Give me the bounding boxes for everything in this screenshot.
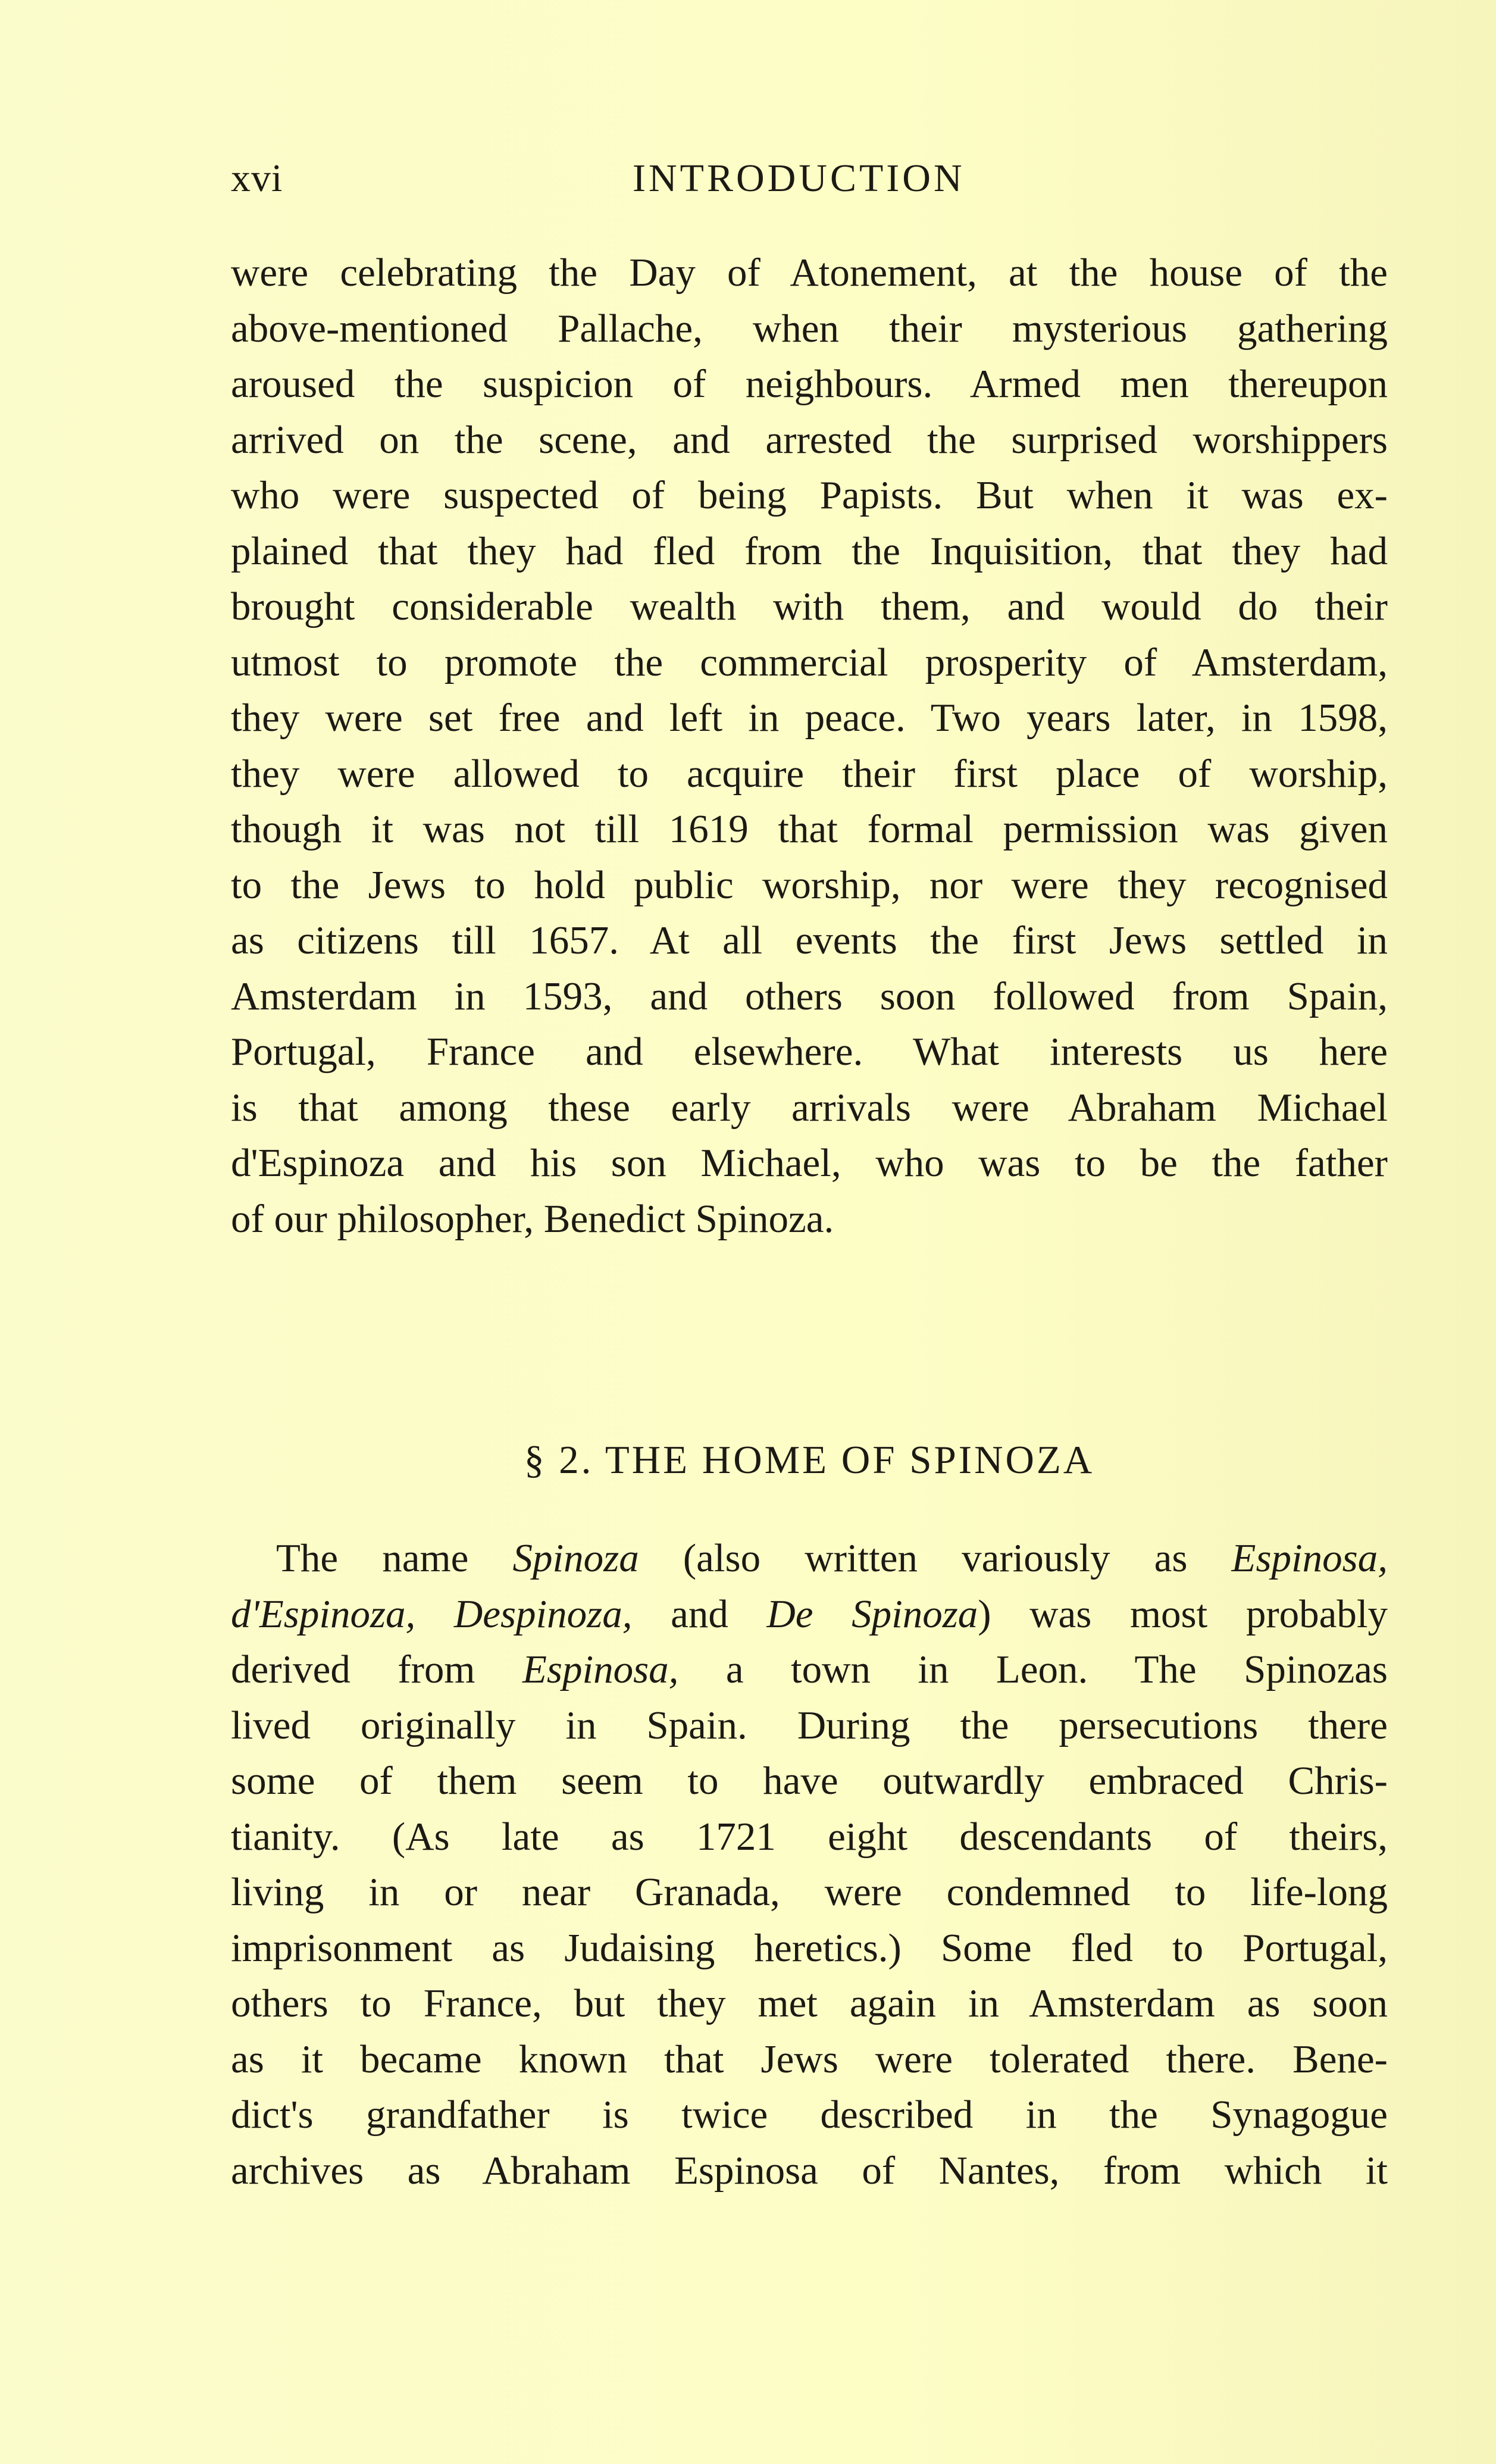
text-line: though it was not till 1619 that formal permission was given [231,807,1388,851]
text-line [231,1587,1388,1643]
text-line: as it became known that Jews were tolerated there. Bene- [231,2037,1388,2081]
text-line: aroused the suspicion of neighbours. Armed men thereupon [231,362,1388,406]
text-run: (also written variously as [639,1536,1232,1580]
text-line: d'Espinoza and his son Michael, who was to be the father [231,1141,1388,1185]
text-line: others to France, but they met again in Amsterdam as soon [231,1981,1388,2025]
text-line [231,1642,1388,1698]
text-line: to the Jews to hold public worship, nor were they recognised [231,862,1388,907]
text-line: as citizens till 1657. At all events the first Jews settled in [231,918,1388,962]
text-line: imprisonment as Judaising heretics.) Some fled to Portugal, [231,1925,1388,1970]
text-run: and [632,1591,767,1636]
text-line: dict's grandfather is twice described in the Synagogue [231,2093,1388,2137]
paragraph-1 [231,245,1388,1247]
text-line: who were suspected of being Papists. But when it was ex- [231,473,1388,517]
text-line: living in or near Granada, were condemned to life-long [231,1870,1388,1914]
italic-term: Espinosa, [1231,1536,1388,1580]
italic-term: Espinosa, [522,1647,679,1691]
text-run: The name [276,1536,513,1580]
text-line: is that among these early arrivals were Abraham Michael [231,1085,1388,1130]
text-line: they were set free and left in peace. Two years later, in 1598, [231,696,1388,740]
italic-term: Spinoza [512,1536,639,1580]
text-line: tianity. (As late as 1721 eight descendants of theirs, [231,1814,1388,1859]
text-line: Amsterdam in 1593, and others soon followed from Spain, [231,974,1388,1018]
text-run: derived from [231,1647,522,1691]
paragraph-2 [231,1531,1388,2199]
section-heading: § 2. THE HOME OF SPINOZA [524,1438,1095,1482]
text-line: arrived on the scene, and arrested the surprised worshippers [231,417,1388,462]
text-line: were celebrating the Day of Atonement, at the house of the [231,251,1388,295]
text-line: Portugal, France and elsewhere. What interests us here [231,1030,1388,1074]
text-line: they were allowed to acquire their first place of worship, [231,751,1388,796]
text-line: brought considerable wealth with them, and would do their [231,584,1388,628]
text-line: above-mentioned Pallache, when their mysterious gathering [231,306,1388,351]
italic-term: De Spinoza [766,1591,978,1636]
page-number: xvi [231,157,283,200]
text-line: lived originally in Spain. During the persecutions there [231,1703,1388,1747]
running-head [231,156,1391,209]
text-run: ) was most probably [978,1591,1388,1636]
text-line: utmost to promote the commercial prosperity of Amsterdam, [231,640,1388,684]
running-title: INTRODUCTION [633,157,965,200]
italic-term: d'Espinoza, [231,1591,416,1636]
text-line: plained that they had fled from the Inquisition, that they had [231,529,1388,573]
text-line: of our philosopher, Benedict Spinoza. [231,1196,834,1241]
text-run [415,1592,454,1636]
text-run: a town in Leon. The Spinozas [678,1647,1388,1691]
text-line: archives as Abraham Espinosa of Nantes, from which it [231,2148,1388,2193]
text-line [231,1531,1388,1587]
italic-term: Despinoza, [453,1591,633,1636]
text-line: some of them seem to have outwardly embraced Chris- [231,1759,1388,1803]
